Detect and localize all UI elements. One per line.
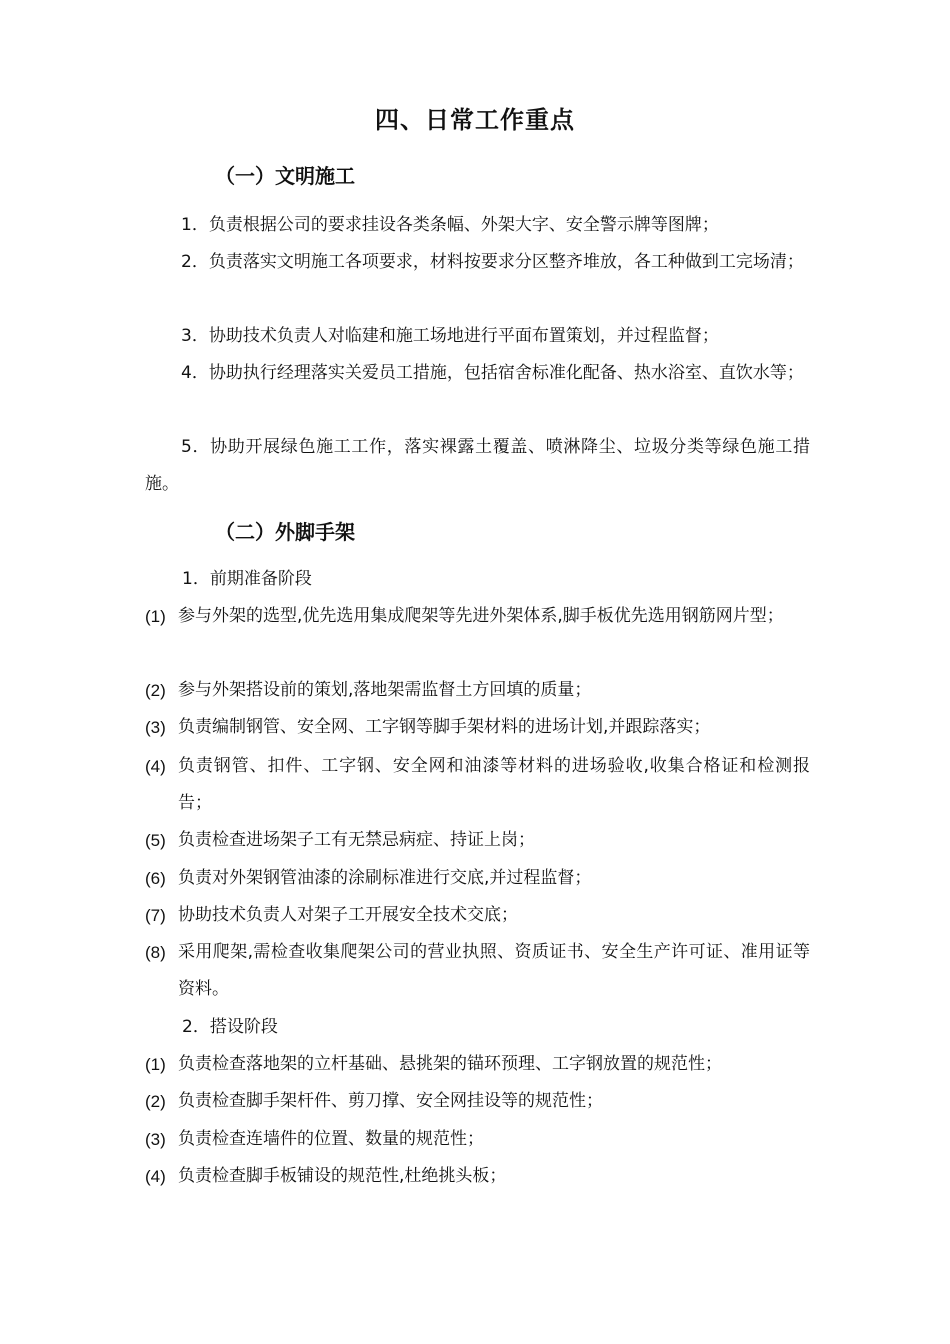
list-item (145, 1083, 810, 1120)
list-item-text: 负责检查脚手架杆件、剪刀撑、安全网挂设等的规范性； (178, 1091, 603, 1111)
paragraph-item-1: 1．负责根据公司的要求挂设各类条幅、外架大字、安全警示牌等图牌； (181, 215, 719, 235)
page-title: 四、日常工作重点 (375, 106, 575, 134)
list-item-number: (4) (145, 1167, 166, 1186)
list-item (145, 860, 810, 897)
list-item-number: (1) (145, 1055, 166, 1074)
list-item-number: (7) (145, 906, 166, 925)
list-item-text: 负责检查脚手板铺设的规范性,杜绝挑头板； (178, 1166, 507, 1186)
list-item-text: 负责检查连墙件的位置、数量的规范性； (178, 1129, 484, 1149)
list-item (145, 1158, 810, 1195)
list-item-number: (3) (145, 1130, 166, 1149)
list-item-text: 采用爬架,需检查收集爬架公司的营业执照、资质证书、安全生产许可证、准用证等资料。 (178, 942, 810, 999)
paragraph-item-5: 5．协助开展绿色施工工作，落实裸露土覆盖、喷淋降尘、垃圾分类等绿色施工措施。 (145, 437, 810, 494)
list-item (145, 934, 810, 1008)
list-item (145, 897, 810, 934)
list-item (145, 1121, 810, 1158)
list-item-text: 负责检查落地架的立杆基础、悬挑架的锚环预理、工字钢放置的规范性； (178, 1054, 722, 1074)
list-item-text: 协助技术负责人对架子工开展安全技术交底； (178, 905, 518, 925)
list-item (145, 822, 810, 859)
stage-label-preparation: 1．前期准备阶段 (182, 569, 312, 589)
list-item (145, 598, 810, 635)
stage-label-erection: 2．搭设阶段 (182, 1017, 278, 1037)
list-item (145, 1046, 810, 1083)
list-item-text: 负责编制钢管、安全网、工字钢等脚手架材料的进场计划,并跟踪落实； (178, 717, 711, 737)
list-item-text: 负责对外架钢管油漆的涂刷标准进行交底,并过程监督； (178, 868, 592, 888)
list-item-number: (4) (145, 757, 166, 776)
paragraph-item-2: 2．负责落实文明施工各项要求，材料按要求分区整齐堆放，各工种做到工完场清； (181, 252, 804, 272)
list-item-text: 参与外架搭设前的策划,落地架需监督土方回填的质量； (178, 680, 592, 700)
paragraph-item-3: 3．协助技术负责人对临建和施工场地进行平面布置策划，并过程监督； (181, 326, 719, 346)
list-item-number: (8) (145, 943, 166, 962)
list-item (145, 709, 810, 746)
list-item-number: (1) (145, 607, 166, 626)
paragraph-item-4: 4．协助执行经理落实关爱员工措施，包括宿舍标准化配备、热水浴室、直饮水等； (181, 363, 804, 383)
list-item (145, 672, 810, 709)
list-item (145, 748, 810, 822)
list-item-text: 负责检查进场架子工有无禁忌病症、持证上岗； (178, 830, 535, 850)
list-item-number: (3) (145, 718, 166, 737)
section-heading-scaffolding: （二）外脚手架 (215, 520, 355, 544)
list-item-number: (2) (145, 1092, 166, 1111)
list-item-number: (6) (145, 869, 166, 888)
list-item-number: (5) (145, 831, 166, 850)
section-heading-civilized-construction: （一）文明施工 (215, 164, 355, 188)
list-item-text: 负责钢管、扣件、工字钢、安全网和油漆等材料的进场验收,收集合格证和检测报告； (178, 756, 810, 813)
list-item-number: (2) (145, 681, 166, 700)
list-item-text: 参与外架的选型,优先选用集成爬架等先进外架体系,脚手板优先选用钢筋网片型； (178, 606, 784, 626)
